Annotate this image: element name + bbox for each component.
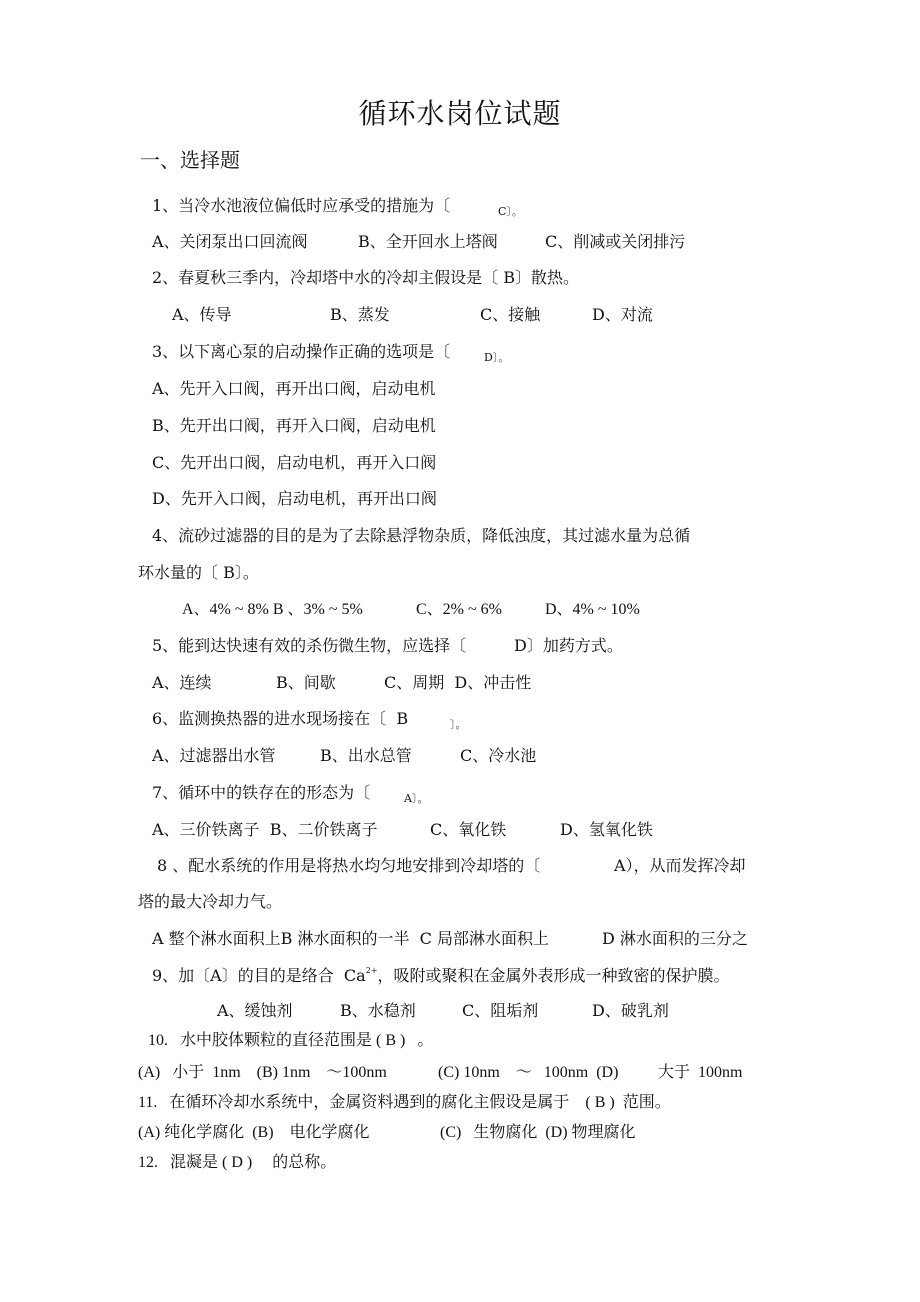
q9-option-c: C、阻垢剂: [462, 1001, 539, 1020]
question-11: 11. 在循环冷却水系统中，金属资料遇到的腐化主假设是属于 ( B ) 范围。: [138, 1094, 671, 1111]
question-3: 3、以下离心泵的启动操作正确的选项是〔: [152, 342, 451, 361]
question-7: 7、循环中的铁存在的形态为〔: [152, 783, 371, 802]
q4-option-d: D、4% ~ 10%: [545, 601, 640, 618]
q4-option-ab: A、4% ~ 8% B 、3% ~ 5%: [182, 601, 363, 618]
question-8: 8 、配水系统的作用是将热水均匀地安排到冷却塔的〔: [157, 856, 541, 875]
q5-option-b: B、间歇: [276, 673, 336, 692]
q3-option-a: A、先开入口阀，再开出口阀，启动电机: [152, 379, 436, 398]
superscript-charge: 2+: [365, 966, 378, 975]
question-6-answer: 〕。: [450, 718, 467, 731]
question-7-answer: A〕。: [404, 792, 429, 805]
q10-option-d-value: 大于 100nm: [658, 1064, 743, 1081]
question-10: 10. 水中胶体颗粒的直径范围是 ( B ) 。: [148, 1032, 434, 1049]
q6-option-a: A、过滤器出水管: [152, 746, 276, 765]
question-9: 9、加〔A〕的目的是络合 $Ca^{2+}$，吸附或聚积在金属外表形成一种致密的保护膜。: [152, 966, 730, 985]
question-2: 2、春夏秋三季内，冷却塔中水的冷却主假设是〔 B〕散热。: [152, 268, 580, 287]
q11-option-cd: (C) 生物腐化 (D) 物理腐化: [440, 1124, 636, 1141]
q9-option-b: B、水稳剂: [340, 1001, 416, 1020]
q10-option-ab: (A) 小于 1nm (B) 1nm ～100nm: [138, 1064, 387, 1081]
q2-option-a: A、传导: [172, 305, 232, 324]
q9-option-a: A、缓蚀剂: [217, 1001, 293, 1020]
q3-option-b: B、先开出口阀，再开入口阀，启动电机: [152, 416, 436, 435]
question-5-answer: D〕加药方式。: [514, 636, 623, 655]
question-1: 1、当冷水池液位偏低时应承受的措施为〔: [152, 196, 451, 215]
q7-option-c: C、氧化铁: [430, 820, 507, 839]
q8-option-abc: A 整个淋水面积上B 淋水面积的一半 C 局部淋水面积上: [152, 929, 549, 948]
question-5: 5、能到达快速有效的杀伤微生物，应选择〔: [152, 636, 467, 655]
q3-option-c: C、先开出口阀，启动电机，再开入口阀: [152, 453, 437, 472]
q1-option-c: C、削减或关闭排污: [545, 232, 686, 251]
question-3-answer: D〕。: [484, 351, 510, 364]
q6-option-b: B、出水总管: [320, 746, 412, 765]
q11-option-ab: (A) 纯化学腐化 (B) 电化学腐化: [138, 1124, 370, 1141]
q7-option-d: D、氢氧化铁: [560, 820, 653, 839]
q4-option-c: C、2% ~ 6%: [416, 601, 502, 618]
q1-option-a: A、关闭泵出口回流阀: [152, 232, 308, 251]
q10-option-cd: (C) 10nm ～ 100nm (D): [438, 1064, 619, 1081]
q3-option-d: D、先开入口阀，启动电机，再开出口阀: [152, 489, 437, 508]
q2-option-c: C、接触: [480, 305, 541, 324]
q5-option-cd: C、周期 D、冲击性: [384, 673, 532, 692]
q5-option-a: A、连续: [152, 673, 212, 692]
q2-option-d: D、对流: [592, 305, 653, 324]
q8-option-d: D 淋水面积的三分之: [602, 929, 748, 948]
question-8-answer: A），从而发挥冷却: [614, 856, 746, 875]
q6-option-c: C、冷水池: [460, 746, 537, 765]
page-title: 循环水岗位试题: [358, 97, 562, 130]
question-1-answer: C〕。: [498, 205, 523, 218]
q9-option-d: D、破乳剂: [592, 1001, 669, 1020]
question-12: 12. 混凝是 ( D ) 的总称。: [138, 1154, 337, 1171]
question-4: 4、流砂过滤器的目的是为了去除悬浮物杂质，降低浊度，其过滤水量为总循: [152, 526, 691, 545]
section-heading: 一、选择题: [140, 148, 240, 172]
question-4-cont: 环水量的〔 B〕。: [138, 563, 259, 582]
q1-option-b: B、全开回水上塔阀: [358, 232, 498, 251]
question-6: 6、监测换热器的进水现场接在〔 B: [152, 709, 409, 728]
q7-option-ab: A、三价铁离子 B、二价铁离子: [152, 820, 378, 839]
q2-option-b: B、蒸发: [330, 305, 390, 324]
question-8-cont: 塔的最大冷却力气。: [138, 892, 283, 911]
